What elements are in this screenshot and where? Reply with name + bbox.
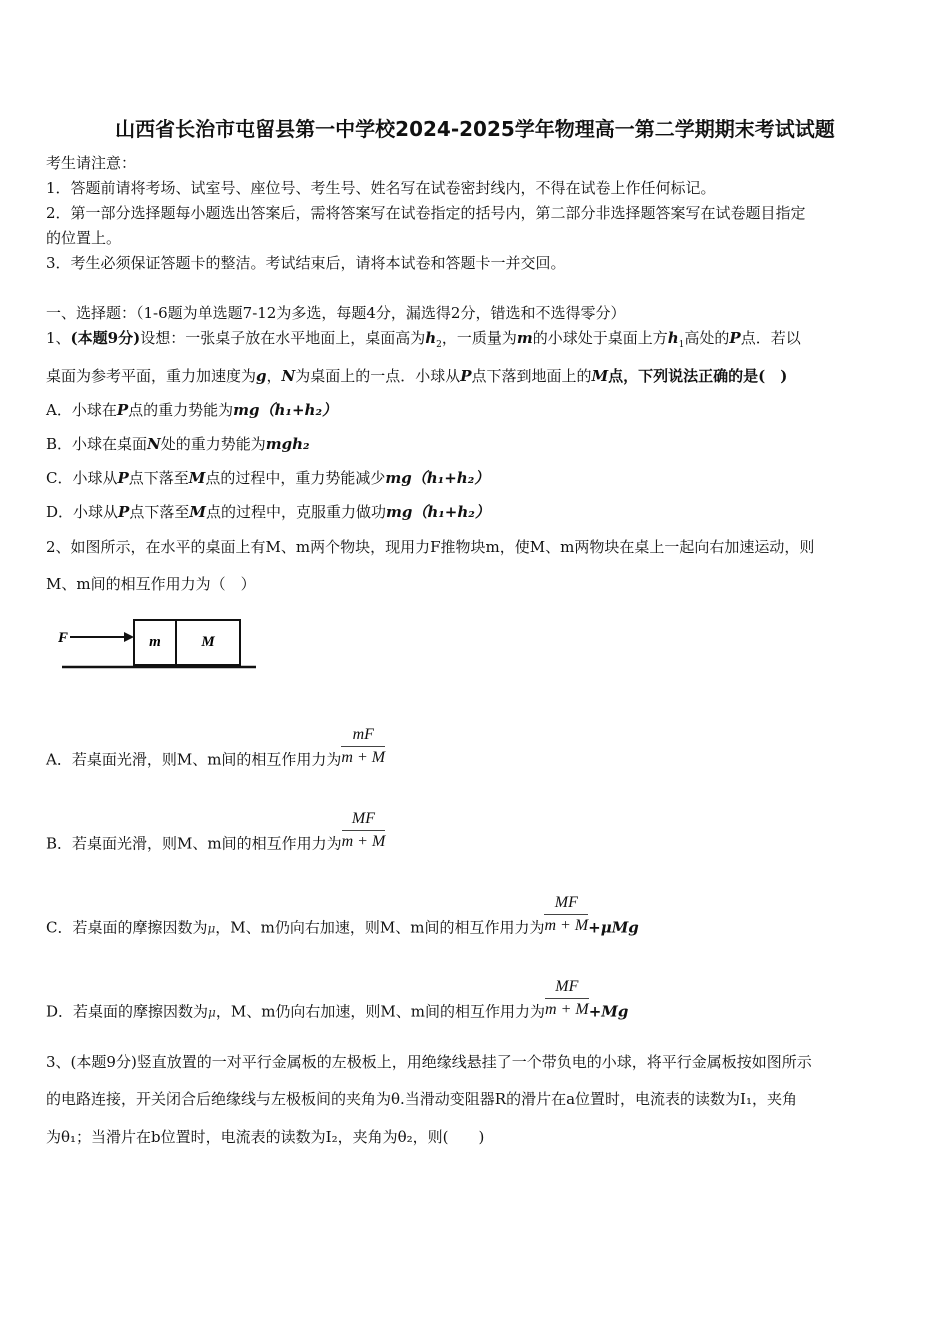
q1-option-b: B．小球在桌面N处的重力势能为mgh₂ — [46, 435, 310, 453]
q3-line-1: 3、(本题9分)竖直放置的一对平行金属板的左极板上，用绝缘线悬挂了一个带负电的小球，将平行金属板按如图所示 — [46, 1053, 812, 1071]
force-label: F — [58, 630, 69, 646]
q2-option-c: C．若桌面的摩擦因数为μ，M、m仍向右加速，则M、m间的相互作用力为 $\frac{MF}{m + M}$ +μMg — [46, 894, 639, 937]
q2-option-b: B．若桌面光滑，则M、m间的相互作用力为 $\frac{MF}{m + M}$ — [46, 810, 386, 853]
notice-item-1: 1．答题前请将考场、试室号、座位号、考生号、姓名写在试卷密封线内，不得在试卷上作任何标记。 — [46, 179, 716, 197]
page-title: 山西省长治市屯留县第一中学校2024-2025学年物理高一第二学期期末考试试题 — [115, 117, 835, 141]
notice-item-2-cont: 的位置上。 — [46, 229, 122, 247]
q2-option-a: A．若桌面光滑，则M、m间的相互作用力为 $\frac{mF}{m + M}$ — [46, 726, 386, 769]
q3-line-2: 的电路连接，开关闭合后绝缘线与左极板间的夹角为θ.当滑动变阻器R的滑片在a位置时，电流表的读数为I₁，夹角 — [46, 1090, 797, 1108]
q1-number: 1、 — [46, 329, 71, 347]
q3-line-3: 为θ₁；当滑片在b位置时，电流表的读数为I₂，夹角为θ₂，则( ) — [46, 1128, 485, 1146]
q2-option-d: D．若桌面的摩擦因数为μ，M、m仍向右加速，则M、m间的相互作用力为 $\frac{MF}{m + M}$ +Mg — [46, 978, 629, 1021]
block-big-label: M — [201, 634, 215, 650]
q1-option-c: C．小球从P点下落至M点的过程中，重力势能减少mg（h₁+h₂） — [46, 469, 490, 487]
blocks-diagram — [56, 612, 266, 674]
notice-item-3: 3．考生必须保证答题卡的整洁。考试结束后，请将本试卷和答题卡一并交回。 — [46, 254, 566, 272]
fraction-c: $\frac{MF}{m + M}$ — [544, 894, 589, 934]
q1-score: (本题9分) — [70, 329, 141, 347]
force-arrow-head — [124, 632, 134, 642]
q2-line-1: 2、如图所示，在水平的桌面上有M、m两个物块，现用力F推物块m，使M、m两物块在桌上一起向右加速运动，则 — [46, 538, 815, 556]
q2-line-2: M、m间的相互作用力为（ ） — [46, 575, 256, 593]
fraction-a: $\frac{mF}{m + M}$ — [341, 726, 386, 766]
q1-line-1: 1、(本题9分)设想：一张桌子放在水平地面上，桌面高为$h_2$，一质量为m的小球处于桌面上方$h_1$高处的P点．若以 — [46, 329, 801, 350]
section-heading: 一、选择题：（1-6题为单选题7-12为多选，每题4分，漏选得2分，错选和不选得零分） — [46, 304, 626, 322]
notice-item-2: 2．第一部分选择题每小题选出答案后，需将答案写在试卷指定的括号内，第二部分非选择题答案写在试卷题目指定 — [46, 204, 806, 222]
fraction-b: $\frac{MF}{m + M}$ — [341, 810, 386, 850]
block-small-label: m — [149, 634, 161, 650]
q1-line-2: 桌面为参考平面，重力加速度为g，N为桌面上的一点．小球从P点下落到地面上的M点，下列说法正确的是( ) — [46, 367, 788, 385]
notice-heading: 考生请注意： — [46, 154, 137, 172]
q1-option-d: D．小球从P点下落至M点的过程中，克服重力做功mg（h₁+h₂） — [46, 503, 490, 521]
fraction-d: $\frac{MF}{m + M}$ — [545, 978, 589, 1018]
q1-option-a: A．小球在P点的重力势能为mg（h₁+h₂） — [46, 401, 338, 419]
